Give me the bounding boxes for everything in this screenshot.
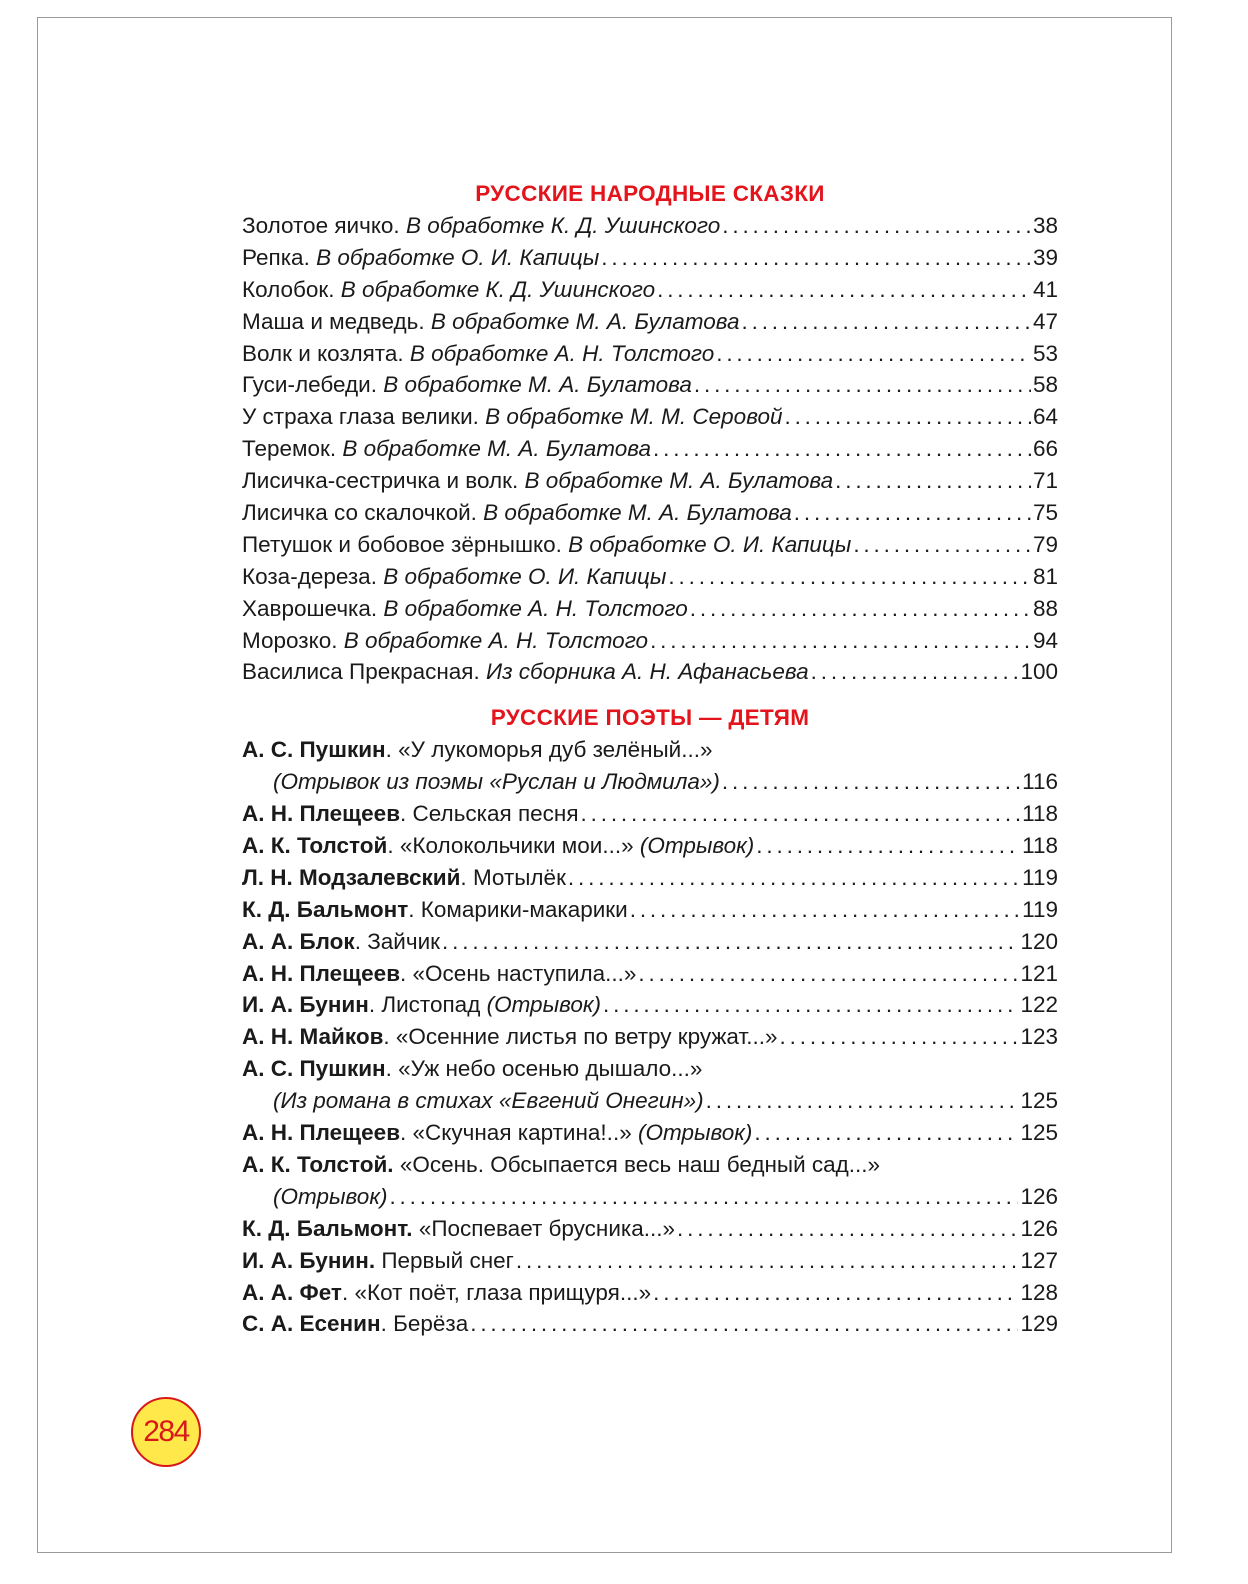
entry-note: В обработке О. И. Капицы: [568, 531, 852, 557]
entry-title: Колобок.: [242, 276, 341, 302]
dot-leader: [630, 894, 1020, 926]
toc-entry-continuation: [242, 1181, 1058, 1213]
toc-entry: [242, 306, 1058, 338]
dot-leader: [853, 529, 1031, 561]
entry-title: «Кот поёт, глаза прищуря...»: [354, 1279, 652, 1305]
entry-note: В обработке М. А. Булатова: [342, 436, 651, 462]
dot-leader: [784, 401, 1031, 433]
toc-entry: [242, 497, 1058, 529]
toc-entry: [242, 561, 1058, 593]
entry-author: А. Н. Плещеев: [242, 960, 401, 986]
toc-entry: [242, 274, 1058, 306]
entry-title: Золотое яичко.: [242, 213, 406, 238]
entry-page-number: 118: [1022, 833, 1058, 859]
entry-note: В обработке К. Д. Ушинского: [340, 276, 656, 302]
entry-text: [242, 1277, 651, 1309]
toc-entry: [242, 1213, 1058, 1245]
entry-text: [242, 1149, 880, 1181]
entry-text: [242, 465, 833, 497]
entry-title: «У лукоморья дуб зелёный...»: [398, 737, 713, 763]
entry-title: У страха глаза велики.: [242, 404, 486, 430]
entry-separator: .: [341, 1279, 355, 1305]
entry-title: Берёза: [393, 1311, 469, 1337]
entry-author: А. К. Толстой: [242, 833, 388, 859]
entry-page-number: 120: [1020, 928, 1058, 954]
dot-leader: [835, 465, 1031, 497]
entry-text: [242, 1021, 778, 1053]
entry-title: Хаврошечка.: [242, 595, 384, 621]
entry-author: К. Д. Бальмонт.: [242, 1215, 413, 1241]
entry-text: [242, 862, 566, 894]
entry-separator: .: [380, 1311, 394, 1337]
entry-page-number: 79: [1032, 531, 1058, 557]
entry-separator: .: [387, 833, 400, 859]
dot-leader: [754, 1117, 1018, 1149]
section-title: РУССКИЕ НАРОДНЫЕ СКАЗКИ: [475, 181, 825, 206]
entry-note: В обработке М. А. Булатова: [383, 372, 692, 398]
entry-note: (Отрывок): [639, 833, 755, 859]
entry-page-number: 39: [1032, 244, 1058, 270]
toc-entry: [242, 1149, 1058, 1181]
toc-entry-continuation: [242, 1085, 1058, 1117]
section-title: РУССКИЕ ПОЭТЫ — ДЕТЯМ: [490, 705, 810, 731]
entry-text: [242, 1117, 752, 1149]
entry-text: [273, 1181, 387, 1213]
entry-title: «Поспевает брусника...»: [418, 1215, 676, 1241]
dot-leader: [690, 593, 1031, 625]
entry-page-number: 123: [1020, 1024, 1058, 1050]
dot-leader: [601, 242, 1031, 274]
entry-title: «Осень наступила...»: [412, 960, 637, 986]
entry-text: [242, 561, 666, 593]
toc-entry: [242, 656, 1058, 688]
entry-text: [242, 497, 792, 529]
entry-note: В обработке А. Н. Толстого: [343, 627, 649, 653]
entry-page-number: 119: [1022, 864, 1058, 890]
toc-entry: [242, 1021, 1058, 1053]
entry-page-number: 122: [1020, 992, 1058, 1018]
toc-entry: [242, 1117, 1058, 1149]
entry-note: В обработке А. Н. Толстого: [383, 595, 688, 621]
entry-text: [242, 529, 851, 561]
entry-title: «Колокольчики мои...»: [399, 833, 640, 859]
entry-text: [242, 1053, 702, 1085]
dot-leader: [668, 561, 1031, 593]
entry-page-number: 125: [1020, 1120, 1058, 1146]
entry-page-number: 88: [1032, 595, 1058, 621]
entry-note: (Отрывок): [637, 1120, 753, 1146]
entry-note: (Отрывок из поэмы «Руслан и Людмила»): [273, 769, 720, 795]
entry-text: [242, 1308, 468, 1340]
dot-leader: [442, 926, 1018, 958]
dot-leader: [638, 958, 1018, 990]
entry-text: [242, 369, 692, 401]
entry-title: Теремок.: [242, 436, 343, 462]
entry-note: В обработке О. И. Капицы: [383, 563, 667, 589]
dot-leader: [694, 369, 1031, 401]
entry-author: А. С. Пушкин: [242, 1056, 386, 1082]
entry-separator: .: [385, 737, 399, 763]
entry-title: Комарики-макарики: [420, 896, 628, 922]
dot-leader: [741, 306, 1030, 338]
dot-leader: [581, 798, 1021, 830]
toc-entry: [242, 958, 1058, 990]
entry-author: А. А. Фет: [242, 1279, 342, 1305]
entry-separator: .: [385, 1056, 399, 1082]
dot-leader: [677, 1213, 1018, 1245]
entry-page-number: 47: [1032, 308, 1058, 334]
entry-author: Л. Н. Модзалевский: [242, 864, 461, 890]
entry-separator: .: [400, 960, 413, 986]
entry-separator: .: [408, 896, 421, 922]
entry-author: И. А. Бунин: [242, 992, 369, 1018]
toc-entry: [242, 894, 1058, 926]
entry-text: [242, 433, 651, 465]
dot-leader: [716, 338, 1031, 370]
dot-leader: [653, 1277, 1018, 1309]
entry-text: [242, 306, 739, 338]
toc-entry: [242, 401, 1058, 433]
entry-page-number: 126: [1020, 1215, 1058, 1241]
entry-page-number: 94: [1032, 627, 1058, 653]
entry-page-number: 53: [1032, 340, 1058, 366]
entry-note: В обработке К. Д. Ушинского: [405, 213, 721, 238]
entry-text: [273, 1085, 704, 1117]
entry-author: А. Н. Майков: [242, 1024, 384, 1050]
entry-text: [242, 210, 720, 242]
entry-title: Листопад: [381, 992, 487, 1018]
dot-leader: [706, 1085, 1019, 1117]
dot-leader: [568, 862, 1020, 894]
entry-page-number: 41: [1032, 276, 1058, 302]
toc-entry: [242, 529, 1058, 561]
entry-title: Первый снег: [381, 1247, 514, 1273]
toc-entry: [242, 625, 1058, 657]
entry-page-number: 119: [1022, 896, 1058, 922]
entry-page-number: 116: [1022, 769, 1058, 795]
dot-leader: [756, 830, 1020, 862]
toc-entry: [242, 465, 1058, 497]
toc-entry-continuation: [242, 766, 1058, 798]
toc-entry: [242, 926, 1058, 958]
entry-page-number: 66: [1032, 436, 1058, 462]
entry-text: [242, 734, 713, 766]
entry-separator: .: [383, 1024, 396, 1050]
entry-text: [242, 1245, 514, 1277]
entry-page-number: 121: [1020, 960, 1058, 986]
entry-title: Зайчик: [367, 928, 441, 954]
toc-entry: [242, 1308, 1058, 1340]
dot-leader: [722, 210, 1031, 242]
toc-entry: [242, 433, 1058, 465]
dot-leader: [811, 656, 1019, 688]
dot-leader: [780, 1021, 1019, 1053]
entry-note: В обработке А. Н. Толстого: [409, 340, 715, 366]
entry-text: [242, 625, 648, 657]
entry-note: (Отрывок): [486, 992, 602, 1018]
entry-title: «Уж небо осенью дышало...»: [398, 1056, 703, 1082]
entry-text: [242, 798, 579, 830]
entry-separator: .: [354, 928, 368, 954]
entry-author: А. А. Блок: [242, 928, 355, 954]
dot-leader: [603, 989, 1018, 1021]
entry-note: (Отрывок): [273, 1183, 388, 1209]
entry-title: Василиса Прекрасная.: [242, 659, 486, 685]
dot-leader: [516, 1245, 1019, 1277]
entry-text: [242, 242, 599, 274]
entry-text: [242, 989, 601, 1021]
toc-entry: [242, 798, 1058, 830]
entry-text: [242, 656, 809, 688]
entry-title: Петушок и бобовое зёрнышко.: [242, 531, 569, 557]
toc-entry: [242, 734, 1058, 766]
entry-author: А. Н. Плещеев: [242, 1120, 401, 1146]
entry-title: Репка.: [242, 244, 317, 270]
entry-text: [242, 926, 440, 958]
entry-title: Лисичка-сестричка и волк.: [242, 468, 525, 494]
dot-leader: [389, 1181, 1018, 1213]
dot-leader: [653, 433, 1031, 465]
entry-page-number: 128: [1020, 1279, 1058, 1305]
toc-entry: [242, 1053, 1058, 1085]
entry-page-number: 100: [1020, 659, 1058, 685]
toc-entry: [242, 338, 1058, 370]
entry-author: А. К. Толстой.: [242, 1151, 394, 1177]
entry-text: [242, 593, 688, 625]
entry-title: Сельская песня: [412, 801, 579, 827]
entry-page-number: 129: [1020, 1311, 1058, 1337]
entry-text: [242, 894, 628, 926]
entry-title: Мотылёк: [472, 864, 566, 890]
entry-title: Маша и медведь.: [242, 308, 431, 334]
entry-title: Морозко.: [242, 627, 344, 653]
dot-leader: [650, 625, 1031, 657]
entry-note: (Из романа в стихах «Евгений Онегин»): [273, 1088, 704, 1114]
entry-text: [242, 274, 655, 306]
toc-entry: [242, 593, 1058, 625]
entry-page-number: 125: [1020, 1088, 1058, 1114]
entry-title: «Скучная картина!..»: [412, 1120, 638, 1146]
entry-text: [242, 958, 636, 990]
entry-page-number: 75: [1032, 500, 1058, 526]
page-number-badge: 284: [131, 1397, 201, 1467]
entry-author: А. Н. Плещеев: [242, 801, 401, 827]
entry-text: [242, 338, 714, 370]
entry-title: Лисичка со скалочкой.: [242, 500, 484, 526]
toc-entry: [242, 1245, 1058, 1277]
entry-page-number: 64: [1032, 404, 1058, 430]
entry-note: В обработке М. М. Серовой: [485, 404, 783, 430]
entry-text: [242, 830, 754, 862]
entry-note: В обработке М. А. Булатова: [483, 500, 792, 526]
entry-page-number: 127: [1020, 1247, 1058, 1273]
entry-page-number: 71: [1032, 468, 1058, 494]
entry-page-number: 126: [1020, 1183, 1058, 1209]
entry-title: «Осень. Обсыпается весь наш бедный сад...»: [399, 1151, 881, 1177]
toc-entry: [242, 369, 1058, 401]
entry-author: К. Д. Бальмонт: [242, 896, 409, 922]
toc-entry: [242, 989, 1058, 1021]
toc-entry: [242, 242, 1058, 274]
entry-page-number: 58: [1032, 372, 1058, 398]
entry-separator: .: [368, 992, 382, 1018]
entry-title: Волк и козлята.: [242, 340, 410, 366]
entry-title: Коза-дереза.: [242, 563, 384, 589]
entry-page-number: 118: [1022, 801, 1058, 827]
entry-separator: .: [400, 1120, 413, 1146]
entry-page-number: 81: [1032, 563, 1058, 589]
toc-entry: [242, 1277, 1058, 1309]
entry-text: [242, 1213, 675, 1245]
entry-text: [273, 766, 720, 798]
entry-title: «Осенние листья по ветру кружат...»: [395, 1024, 778, 1050]
entry-title: Гуси-лебеди.: [242, 372, 384, 398]
dot-leader: [794, 497, 1031, 529]
entry-note: В обработке М. А. Булатова: [430, 308, 740, 334]
entry-note: В обработке М. А. Булатова: [524, 468, 834, 494]
toc-entry: [242, 210, 1058, 242]
entry-author: И. А. Бунин.: [242, 1247, 376, 1273]
entry-author: А. С. Пушкин: [242, 737, 386, 763]
dot-leader: [722, 766, 1020, 798]
entry-text: [242, 401, 782, 433]
toc-entry: [242, 830, 1058, 862]
table-of-contents: [242, 178, 1058, 1340]
entry-note: В обработке О. И. Капицы: [316, 244, 600, 270]
entry-note: Из сборника А. Н. Афанасьева: [486, 659, 809, 685]
dot-leader: [470, 1308, 1018, 1340]
entry-separator: .: [400, 801, 413, 827]
toc-entry: [242, 862, 1058, 894]
dot-leader: [657, 274, 1031, 306]
entry-separator: .: [460, 864, 473, 890]
entry-author: С. А. Есенин: [242, 1311, 381, 1337]
entry-page-number: 38: [1032, 213, 1058, 238]
